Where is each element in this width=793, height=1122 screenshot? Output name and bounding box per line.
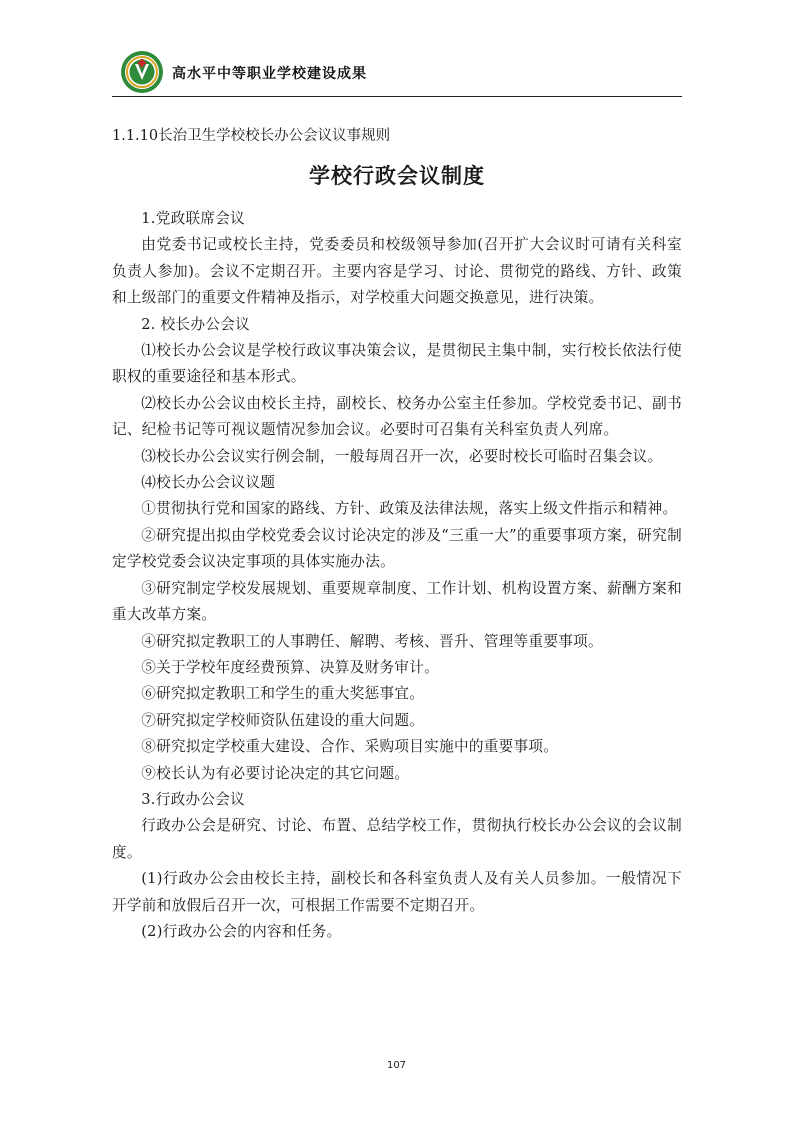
paragraph: ⑴校长办公会议是学校行政议事决策会议，是贯彻民主集中制，实行校长依法行使职权的重要途径和基本形式。: [112, 342, 682, 386]
paragraph: ②研究提出拟由学校党委会议讨论决定的涉及“三重一大”的重要事项方案，研究制定学校党委会议决定事项的具体实施办法。: [112, 526, 682, 571]
paragraph: ⑵校长办公会议由校长主持，副校长、校务办公室主任参加。学校党委书记、副书记、纪检书记等可视议题情况参加会议。必要时可召集有关科室负责人列席。: [112, 394, 682, 439]
paragraph: (2)行政办公会的内容和任务。: [141, 922, 342, 940]
paragraph: 3.行政办公会议: [141, 790, 246, 808]
paragraph: ③研究制定学校发展规划、重要规章制度、工作计划、机构设置方案、薪酬方案和重大改革方案。: [112, 579, 682, 624]
page-number: 107: [386, 1060, 407, 1071]
document-title: 学校行政会议制度: [309, 164, 485, 188]
header-title: 高水平中等职业学校建设成果: [172, 66, 367, 82]
paragraph: ⑧研究拟定学校重大建设、合作、采购项目实施中的重要事项。: [141, 738, 559, 756]
section-heading: 1.1.10长治卫生学校校长办公会议议事规则: [112, 128, 391, 144]
document-body: [112, 206, 682, 945]
paragraph: ①贯彻执行党和国家的路线、方针、政策及法律法规，落实上级文件指示和精神。: [141, 500, 678, 518]
paragraph: (1)行政办公会由校长主持，副校长和各科室负责人及有关人员参加。一般情况下开学前和放假后召开一次，可根据工作需要不定期召开。: [112, 870, 682, 914]
school-logo-icon: [120, 50, 164, 94]
paragraph: ④研究拟定教职工的人事聘任、解聘、考核、晋升、管理等重要事项。: [141, 632, 603, 650]
paragraph: 行政办公会是研究、讨论、布置、总结学校工作，贯彻执行校长办公会议的会议制度。: [112, 817, 682, 861]
paragraph: ⑨校长认为有必要讨论决定的其它问题。: [141, 764, 410, 782]
paragraph: ⑷校长办公会议议题: [141, 474, 276, 492]
paragraph: 2. 校长办公会议: [141, 315, 251, 333]
paragraph: 1.党政联席会议: [141, 210, 246, 227]
paragraph: ⑤关于学校年度经费预算、决算及财务审计。: [141, 658, 440, 676]
header-divider: [112, 96, 682, 97]
paragraph: ⑥研究拟定教职工和学生的重大奖惩事宜。: [141, 685, 425, 703]
page-header: [112, 50, 682, 94]
paragraph: ⑶校长办公会议实行例会制，一般每周召开一次，必要时校长可临时召集会议。: [141, 447, 663, 465]
paragraph: ⑦研究拟定学校师资队伍建设的重大问题。: [141, 711, 425, 729]
paragraph: 由党委书记或校长主持，党委委员和校级领导参加(召开扩大会议时可请有关科室负责人参加)。会议不定期召开。主要内容是学习、讨论、贯彻党的路线、方针、政策和上级部门的重要文件精神及指示，对学校重大问题交换意见，进行决策。: [112, 236, 682, 307]
